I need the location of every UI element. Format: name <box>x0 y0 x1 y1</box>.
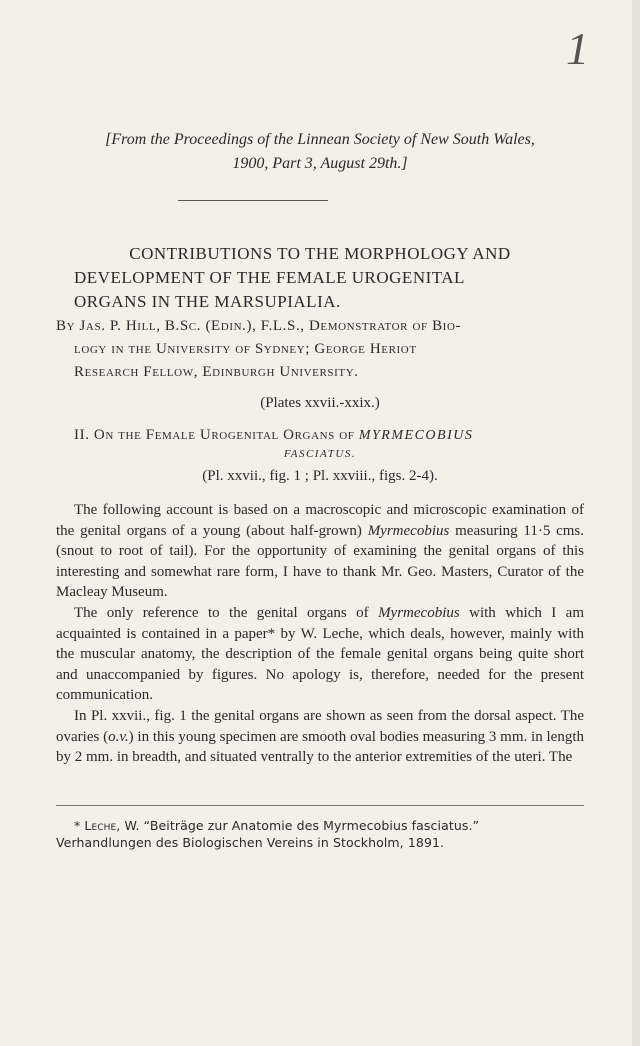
byline-line: By Jas. P. Hill, B.Sc. (Edin.), F.L.S., Demonstrator of Bio- <box>56 318 462 334</box>
genus-name: Myrmecobius <box>378 604 460 621</box>
plates-note: (Plates xxvii.-xxix.) <box>260 395 380 411</box>
section-genus: MYRMECOBIUS <box>358 428 474 443</box>
byline-line: logy in the University of Sydney; George Heriot <box>74 341 417 357</box>
paragraph <box>56 603 584 706</box>
section-species: FASCIATUS. <box>283 448 357 460</box>
page-edge <box>632 0 640 1046</box>
paragraph-text: The following account is based on a macroscopic and microscopic examination of the genital organs of a young (about half-grown) <box>56 502 584 539</box>
article-title <box>56 242 584 314</box>
section-heading <box>56 426 584 463</box>
genus-name: Myrmecobius <box>367 522 450 539</box>
footnote-line <box>56 817 584 834</box>
title-line: DEVELOPMENT OF THE FEMALE UROGENITAL <box>74 268 465 287</box>
abbreviation: o.v. <box>108 728 129 745</box>
title-line: CONTRIBUTIONS TO THE MORPHOLOGY AND <box>129 244 511 263</box>
citation-line: 1900, Part 3, August 29th.] <box>232 155 408 172</box>
page-number: 1 <box>566 23 589 74</box>
title-line: ORGANS IN THE MARSUPIALIA. <box>74 292 341 311</box>
paragraph-text: with which I am acquainted is contained in a paper* by W. Leche, which deals, however, mainly with the muscular anatomy, the description of the female genital organs being quite short and unaccompanied by figures. No apology is, therefore, needed for the present communication. <box>56 604 585 704</box>
citation-line: [From the Proceedings of the Linnean Society of New South Wales, <box>105 131 535 148</box>
paragraph-text: The only reference to the genital organs of <box>74 604 369 621</box>
footnote-source: Verhandlungen des Biologischen Vereins in Stockholm, 1891. <box>56 835 445 850</box>
paragraph-text: ) in this young specimen are smooth oval bodies measuring 3 mm. in length by 2 mm. in breadth, and situated ventrally to the anterior extremities of the uteri. The <box>56 728 584 766</box>
byline-line: Research Fellow, Edinburgh University. <box>74 364 359 380</box>
paragraph-text: In Pl. xxvii., fig. 1 the genital organs are shown as seen from the dorsal aspect. The ovaries ( <box>56 707 584 745</box>
body-text <box>56 500 584 768</box>
divider <box>178 200 328 201</box>
footnote <box>56 817 584 851</box>
section-prefix: II. On the Female Urogenital Organs of <box>74 427 355 443</box>
paragraph <box>56 500 584 603</box>
footnote-divider <box>56 805 584 806</box>
paragraph-text: measuring 11·5 cms. (snout to root of tail). For the opportunity of examining the genital organs of this interesting and somewhat rare form, I have to thank Mr. Geo. Masters, Curator of the Macleay Museum. <box>56 522 585 601</box>
paragraph <box>56 706 584 768</box>
figures-note: (Pl. xxvii., fig. 1 ; Pl. xxviii., figs. 2-4). <box>202 468 438 484</box>
author-byline <box>56 315 584 384</box>
footnote-title: “Beiträge zur Anatomie des Myrmecobius fasciatus.” <box>143 818 480 833</box>
footnote-author: * Leche, W. <box>74 818 140 833</box>
citation <box>56 128 584 176</box>
